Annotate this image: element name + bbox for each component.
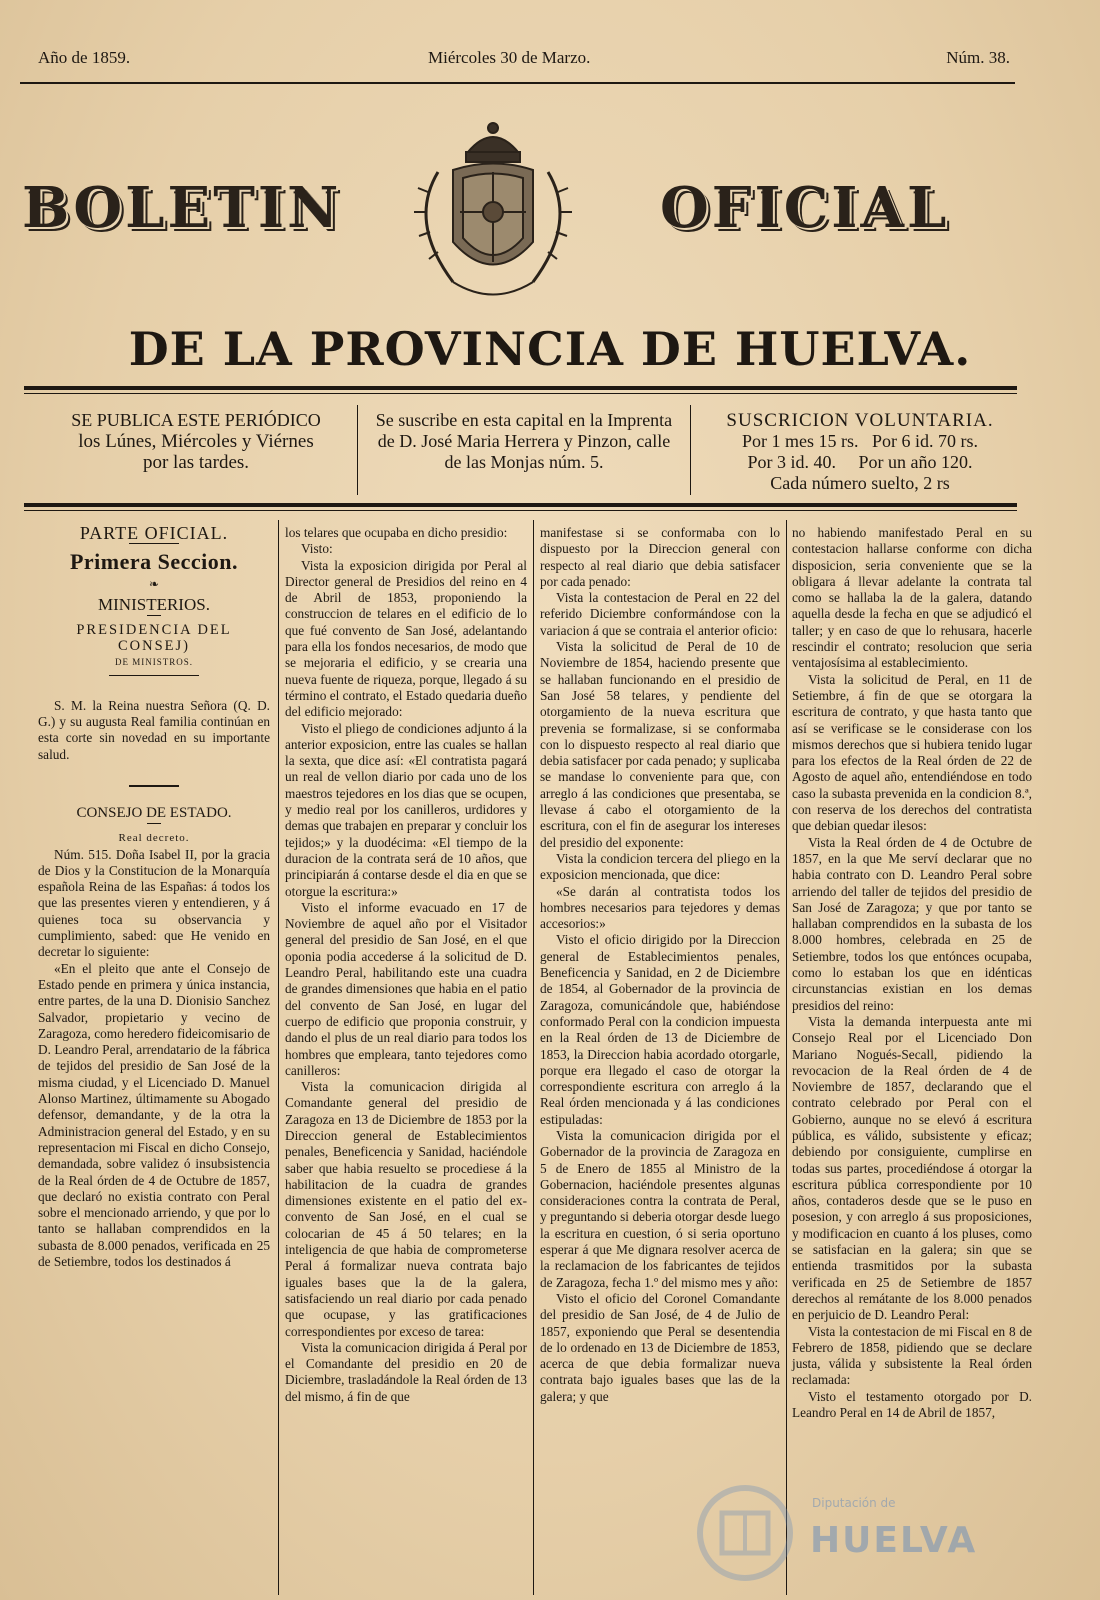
ornament-divider	[109, 675, 199, 676]
top-rule	[20, 82, 1015, 84]
paragraph: Visto el pliego de condiciones adjunto á la anterior exposicion, entre las cuales se hallan la sexta, que dice así: «El contratista pagará un real de vellon diario por cada uno de los maestros tejedores en los dias que se ocupen, y medio real por los canilleros, urdidores y demas que trabajen en preparar y concluir los tejidos;» y la duodécima: «El tiempo de la duracion de la contrata será de 10 años, que principiarán á contarse desde el dia en que se otorgue la escritura:»	[285, 720, 527, 899]
paragraph: Vista la comunicacion dirigida á Peral por el Comandante del presidio en 20 de Diciembre, trasladándole la Real órden de 13 del mismo, á fin de que	[285, 1339, 527, 1404]
ornament-divider	[129, 543, 179, 544]
price-line: Cada número suelto, 2 rs	[770, 473, 950, 493]
ornament-divider	[129, 785, 179, 787]
paragraph: Vista la comunicacion dirigida por el Gobernador de la provincia de Zaragoza en 5 de Enero de 1855 al Ministro de la Gobernacion, haciéndole presentes algunas consideraciones contra la contrata de Peral, y preguntando si deberia otorgar desde luego la escritura en cuestion, ó si seria oportuno esperar á que Me dignara resolver acerca de la reclamacion de los fabricantes de tejidos de Zaragoza, fecha 1.º del mismo mes y año:	[540, 1127, 780, 1290]
price-line: Por 3 id. 40. Por un año 120.	[747, 452, 973, 472]
info-divider	[690, 405, 691, 495]
paragraph: Núm. 515. Doña Isabel II, por la gracia de Dios y la Constitucion de la Monarquía española Reina de las Españas: á todos los que las presentes vieren y entendieren, y á quienes toca su observancia y cumplimiento, sabed: que He venido en decretar lo siguiente:	[38, 846, 270, 960]
paragraph: no habiendo manifestado Peral en su contestacion hallarse conforme con dicha disposicion, seria conveniente que se la obligara á llevar adelante la contrata tal como se hallaba la de la galera, datando aquella desde la fecha en que se adjudicó el taller; y en caso de que lo rehusara, hacerle rescindir el contrato; resolucion que seria ventajosísima al establecimiento.	[792, 525, 1032, 671]
paragraph: Vista la solicitud de Peral de 10 de Noviembre de 1854, haciendo presente que se hallaban funcionando en el presidio de San José 58 telares, y pendiente del otorgamiento de la nueva escritura que prevenia se formalizase, si se conformaba con lo dispuesto respecto al real diario que debia satisfacer por cada penado; y suplicaba se mandase lo conveniente para que, con arreglo á las condiciones que presentaba, se llevase á cabo el otorgamiento de la escritura, con el fin de asegurar los intereses del presidio del exponente:	[540, 639, 780, 850]
masthead-subtitle: DE LA PROVINCIA DE HUELVA.	[128, 322, 972, 376]
publication-line: por las tardes.	[142, 452, 250, 473]
subheading: DE MINISTROS.	[114, 657, 193, 668]
subscription-line: Se suscribe en esta capital en la Imprenta	[375, 410, 673, 430]
paragraph: los telares que ocupaba en dicho presidio:	[285, 525, 508, 540]
ministerios-heading: MINISTERIOS.	[98, 594, 210, 614]
paragraph: Visto el informe evacuado en 17 de Noviembre de aquel año por el Visitador general del presidio de San José, en el que oponia podia accederse á la solicitud de D. Leandro Peral, habilitando este una cuadra de grandes dimensiones que habia en el patio del convento de San José, en lugar del cuerpo de edificio que proponia construir, y dando el plus de un real diario para todos los hombres que empleara, tanto tejedores como canilleros:	[285, 899, 527, 1078]
paragraph: Vista la contestacion de Peral en 22 del referido Diciembre conformándose con la variacion á que se contraia el anterior oficio:	[540, 590, 780, 638]
subscription-prices	[700, 410, 1020, 494]
ornament-divider	[147, 615, 161, 616]
paragraph: Visto:	[301, 541, 333, 557]
column-divider	[533, 520, 534, 1595]
consejo-heading: CONSEJO DE ESTADO.	[76, 804, 232, 821]
royal-crest-emblem	[398, 112, 588, 312]
prices-title: SUSCRICION VOLUNTARIA.	[726, 410, 994, 431]
subscription-line: de las Monjas núm. 5.	[444, 452, 604, 472]
masthead-oficial: OFICIAL	[660, 175, 950, 241]
column-3	[540, 525, 780, 1405]
column-2	[285, 525, 527, 1405]
issue-number: Núm. 38.	[946, 48, 1010, 67]
section-title: Primera Seccion.	[69, 549, 239, 575]
paragraph: Visto el testamento otorgado por D. Leandro Peral en 14 de Abril de 1857,	[792, 1388, 1032, 1421]
column-divider	[786, 520, 787, 1595]
dateline	[38, 48, 1010, 74]
issue-year: Año de 1859.	[38, 48, 131, 67]
paragraph: Vista la comunicacion dirigida al Comandante general del presidio de Zaragoza en 13 de Diciembre de 1853 por la Direccion general de Establecimientos penales, Beneficencia y Sanidad, haciéndole saber que habia resuelto se procediese á la habilitacion de la cuadra de grandes dimensiones existente en el patio del ex-convento de San José, en el cual se colocarian de 45 á 50 telares; en la inteligencia de que habia de comprometerse Peral á formalizar nueva contrata bajo iguales bases que la de la galera, satisfaciendo un real diario por cada penado que ocupase, y las gratificaciones correspondientes por exceso de tarea:	[285, 1079, 527, 1339]
paragraph: Vista la Real órden de 4 de Octubre de 1857, en la que Me serví declarar que no habia contrato con D. Leandro Peral sobre arriendo del taller de tejidos del presidio de San José de Zaragoza; y que por tanto se hallaban comprendidos en la subasta de los 8.000 hombres, celebrada en 25 de Setiembre, todos los que entónces ocupaba, como lo estaban los que en idénticas circunstancias existian en los demas presidios del reino:	[792, 834, 1032, 1013]
masthead-boletin: BOLETIN	[22, 175, 342, 241]
paragraph: S. M. la Reina nuestra Señora (Q. D. G.) y su augusta Real familia continúan en esta corte sin novedad en su importante salud.	[38, 697, 270, 762]
info-rule-bottom	[24, 510, 1017, 511]
price-line: Por 1 mes 15 rs. Por 6 id. 70 rs.	[741, 431, 978, 451]
masthead-double-rule-top	[24, 386, 1017, 390]
paragraph: Visto el oficio del Coronel Comandante del presidio de San José, de 4 de Julio de 1857, exponiendo que Peral se desentendia de lo ordenado en 13 de Diciembre de 1853, acerca de que debia formalizar nueva contrata bajo iguales bases que las de la galera; y que	[540, 1290, 780, 1404]
paragraph: Visto el oficio dirigido por la Direccion general de Establecimientos penales, Beneficencia y Sanidad, en 2 de Diciembre de 1854, al Gobernador de la provincia de Zaragoza, comunicándole que, habiéndose conformado Peral con la condicion impuesta en la Real órden de 13 de Diciembre de 1853, la Direccion habia acordado otorgarle, porque era llegado el caso de otorgar la correspondiente escritura con arreglo á la Real órden mencionada y á las condiciones estipuladas:	[540, 932, 780, 1127]
info-rule-top	[24, 503, 1017, 507]
section-heading: PARTE OFICIAL.	[79, 523, 229, 543]
ornament-divider: ❧	[148, 576, 160, 591]
publication-info	[36, 410, 356, 473]
paragraph: Vista la exposicion dirigida por Peral al Director general de Presidios del reino en 4 de Abril de 1853, proponiendo la construccion de telares en el edificio de lo que fué convento de San José, adelantando para ella los fondos necesarios, de modo que se mejoraria el edificio, y se crearia una nueva fuente de riqueza, porque, llegado á su término el contrato, el Estado quedaria dueño del edificio mejorado:	[285, 557, 527, 720]
ornament-divider	[147, 823, 161, 824]
publication-line: SE PUBLICA ESTE PERIÓDICO	[71, 410, 321, 430]
subheading: Real decreto.	[118, 832, 190, 845]
paragraph: manifestase si se conformaba con lo dispuesto por la Direccion general con respecto al real diario que debia satisfacer por cada penado:	[540, 525, 780, 589]
column-divider	[278, 520, 279, 1595]
issue-date: Miércoles 30 de Marzo.	[428, 48, 591, 67]
paragraph: Vista la condicion tercera del pliego en la exposicion mencionada, que dice:	[540, 850, 780, 883]
subscription-place	[358, 410, 690, 473]
paragraph: «En el pleito que ante el Consejo de Estado pende en primera y única instancia, entre partes, de la una D. Dionisio Sanchez Salvador, propietario y vecino de Zaragoza, como heredero fideicomisario de D. Leandro Peral, arrendatario de la fábrica de tejidos del presidio de San José de la misma ciudad, y el Licenciado D. Manuel Alonso Martinez, últimamente su Abogado defensor, demandante, y de la otra la Administracion general del Estado, y en su representacion mi Fiscal en dicho Consejo, demandada, sobre validez ó insubsistencia de la Real órden de 4 de Octubre de 1857, que declaró no existia contrato con Peral sobre el mencionado arriendo, y que por lo tanto se hallaban comprendidos en la subasta de 8.000 penados, verificada en 25 de Setiembre, todos los destinados á	[38, 960, 270, 1269]
paragraph: Vista la solicitud de Peral, en 11 de Setiembre, á fin de que se otorgara la escritura de contrato, y que hasta tanto que así se verificase se le considerase con los mismos derechos que si hubiera tenido lugar para los efectos de la Real órden de 22 de Agosto de aquel año, entendiéndose en todo caso la subasta prevenida en la condicion 8.ª, con reserva de los derechos del contratista que debian quedar ilesos:	[792, 671, 1032, 834]
presidencia-heading: PRESIDENCIA DEL CONSEJ)	[76, 621, 232, 655]
masthead-double-rule-bottom	[24, 393, 1017, 394]
paragraph: «Se darán al contratista todos los hombres necesarios para tejedores y demas accesorios:»	[540, 883, 780, 932]
watermark-label: Diputación de	[812, 1496, 896, 1510]
paragraph: Vista la demanda interpuesta ante mi Consejo Real por el Licenciado Don Mariano Nogués-Secall, pidiendo la revocacion de la Real órden de 4 de Noviembre de 1857, declarando que el contrato celebrado por Peral con el Gobierno, aunque no se elevó á escritura pública, es válido, subsistente y eficaz; debiendo por consiguiente, cumplirse en todas sus partes, procediéndose á otorgar la escritura pública correspondiente por 10 años, contaderos desde que se le puso en posesion, y con arreglo á sus proposiciones, y modificacion en cuanto á los pluses, como se satisfacian en la galera; sin que se entienda trasmitidos por la subasta verificada en 25 de Setiembre de 1857 derechos al remátante de los 8.000 penados en perjuicio de D. Leandro Peral:	[792, 1013, 1032, 1323]
subscription-line: de D. José Maria Herrera y Pinzon, calle	[377, 431, 671, 451]
watermark-text: HUELVA	[810, 1520, 978, 1561]
paragraph: Vista la contestacion de mi Fiscal en 8 de Febrero de 1858, pidiendo que se declare justa, válida y subsistente la Real órden reclamada:	[792, 1323, 1032, 1388]
publication-line: los Lúnes, Miércoles y Viérnes	[78, 431, 314, 452]
column-4	[792, 525, 1032, 1421]
column-1	[38, 525, 270, 1270]
